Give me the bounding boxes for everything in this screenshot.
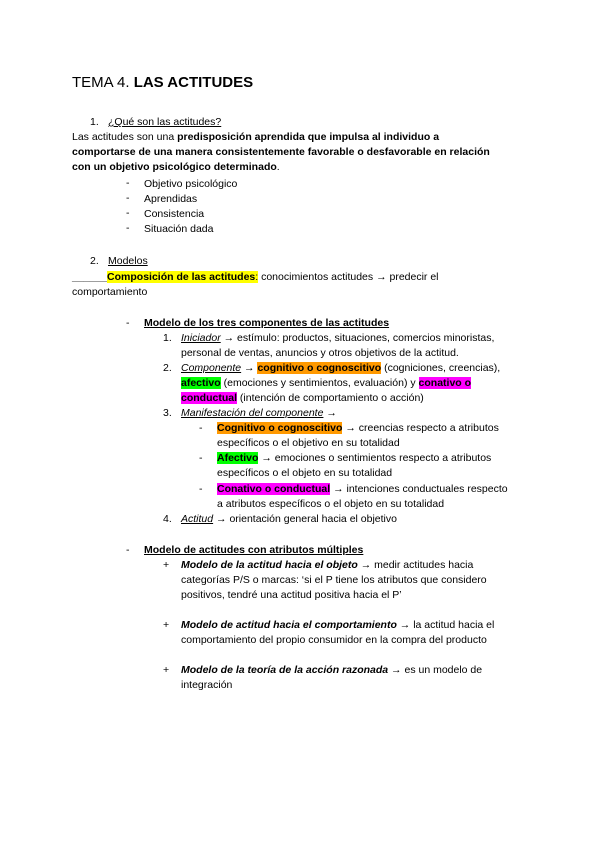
- plus-marker: +: [163, 559, 170, 571]
- dash-marker: -: [126, 207, 130, 219]
- dash-marker: -: [126, 317, 130, 329]
- item-number: 4.: [163, 513, 172, 525]
- item-number: 2.: [163, 362, 172, 374]
- plus-marker: +: [163, 664, 170, 676]
- item-iniciador: Iniciador → estímulo: productos, situaciones, comercios minoristas, personal de ventas, anuncios y otros objetivos de la actitud.: [181, 332, 495, 359]
- dash-marker: -: [199, 452, 203, 464]
- dash-marker: -: [126, 192, 130, 204]
- title-main: LAS ACTITUDES: [133, 74, 254, 91]
- list-item: Aprendidas: [144, 193, 198, 205]
- section-1-heading: ¿Qué son las actitudes?: [108, 116, 222, 128]
- item-number: 1.: [163, 332, 172, 344]
- composition-paragraph: ______Composición de las actitudes: conocimientos actitudes → predecir el comportamiento: [72, 271, 439, 298]
- dash-marker: -: [126, 544, 130, 556]
- definition: Las actitudes son una predisposición aprendida que impulsa al individuo a comportarse de una manera consistentemente favorable o desfavorable en relación con un objetivo psicológico determinado.: [72, 131, 490, 173]
- sub-cognitivo: Cognitivo o cognoscitivo → creencias respecto a atributos específicos o el objetivo en su totalidad: [217, 422, 499, 449]
- section-1-number: 1.: [90, 116, 99, 128]
- item-componente: Componente → cognitivo o cognoscitivo (cogniciones, creencias), afectivo (emociones y sentimientos, evaluación) y conativo o conductual (intención de comportamiento o acción): [181, 362, 501, 404]
- item-actitud: Actitud → orientación general hacia el objetivo: [181, 513, 397, 525]
- sub-afectivo: Afectivo → emociones o sentimientos respecto a atributos específicos o el objeto en su totalidad: [217, 452, 492, 479]
- model-comportamiento: Modelo de actitud hacia el comportamiento → la actitud hacia el comportamiento del propio consumidor en la compra del producto: [181, 619, 495, 646]
- model-objeto: Modelo de la actitud hacia el objeto → medir actitudes hacia categorías P/S o marcas: ‘si el P tiene los atributos que considero positivos, tendré una actitud positiva hacia el P’: [181, 559, 487, 601]
- dash-marker: -: [199, 483, 203, 495]
- title-prefix: TEMA 4.: [72, 74, 134, 91]
- page-title: [72, 74, 253, 92]
- plus-marker: +: [163, 619, 170, 631]
- dash-marker: -: [126, 177, 130, 189]
- list-item: Objetivo psicológico: [144, 178, 238, 190]
- item-manifestacion: Manifestación del componente →: [181, 407, 337, 419]
- model-2-title: Modelo de actitudes con atributos múltiples: [144, 544, 364, 556]
- list-item: Situación dada: [144, 223, 214, 235]
- item-number: 3.: [163, 407, 172, 419]
- dash-marker: -: [126, 222, 130, 234]
- sub-conativo: Conativo o conductual → intenciones conductuales respecto a atributos específicos o el objeto en su totalidad: [217, 483, 508, 510]
- section-2-heading: Modelos: [108, 255, 148, 267]
- model-accion-razonada: Modelo de la teoría de la acción razonada → es un modelo de integración: [181, 664, 483, 691]
- model-1-title: Modelo de los tres componentes de las actitudes: [144, 317, 390, 329]
- dash-marker: -: [199, 422, 203, 434]
- list-item: Consistencia: [144, 208, 205, 220]
- section-2-number: 2.: [90, 255, 99, 267]
